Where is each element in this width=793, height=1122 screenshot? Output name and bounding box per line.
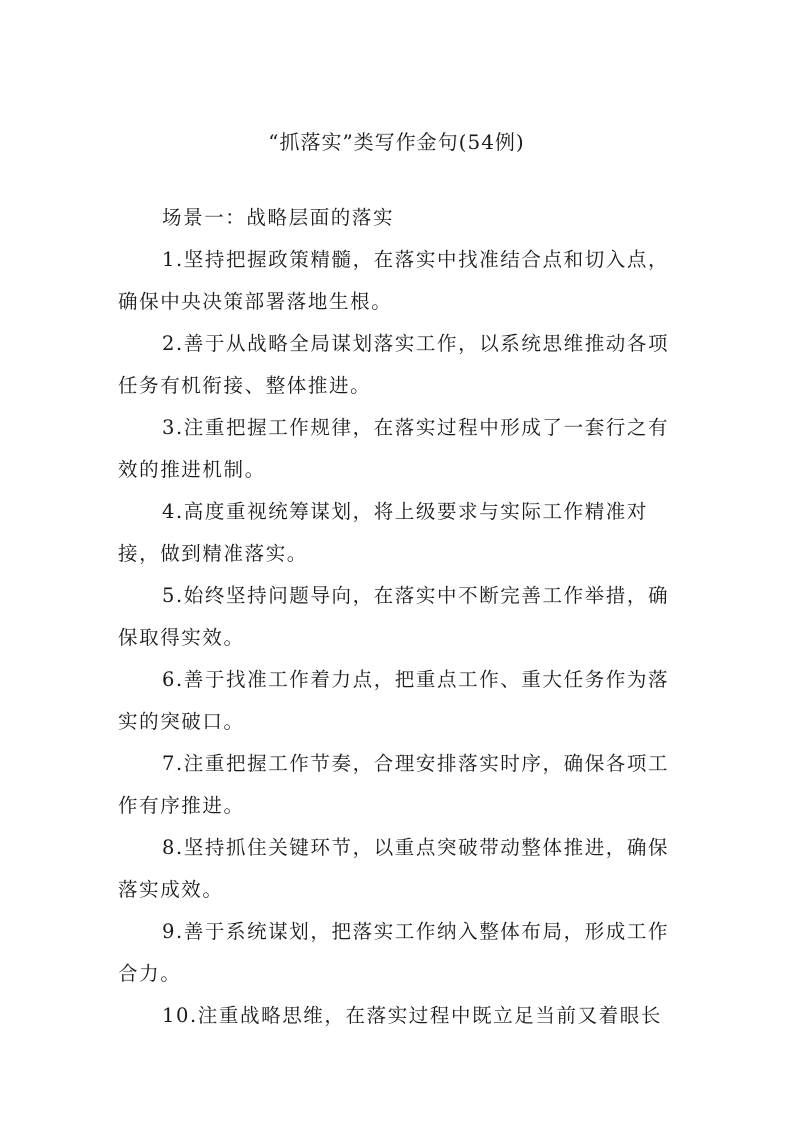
list-item: 10.注重战略思维，在落实过程中既立足当前又着眼长 [162, 1004, 663, 1027]
list-item: 7.注重把握工作节奏，合理安排落实时序，确保各项工作有序推进。 [118, 752, 670, 817]
document-body [118, 197, 678, 1037]
list-item: 6.善于找准工作着力点，把重点工作、重大任务作为落实的突破口。 [118, 668, 670, 733]
document-title: “抓落实”类写作金句(54例) [268, 130, 525, 154]
list-item: 3.注重把握工作规律，在落实过程中形成了一套行之有效的推进机制。 [118, 416, 670, 481]
list-item: 9.善于系统谋划，把落实工作纳入整体布局，形成工作合力。 [118, 920, 670, 985]
list-item: 2.善于从战略全局谋划落实工作，以系统思维推动各项任务有机衔接、整体推进。 [118, 332, 670, 397]
section-heading: 场景一：战略层面的落实 [162, 206, 395, 229]
list-item: 4.高度重视统筹谋划，将上级要求与实际工作精准对接，做到精准落实。 [118, 500, 649, 565]
list-item: 8.坚持抓住关键环节，以重点突破带动整体推进，确保落实成效。 [118, 836, 670, 901]
list-item: 1.坚持把握政策精髓，在落实中找准结合点和切入点，确保中央决策部署落地生根。 [118, 248, 670, 313]
list-item: 5.始终坚持问题导向，在落实中不断完善工作举措，确保取得实效。 [118, 584, 670, 649]
